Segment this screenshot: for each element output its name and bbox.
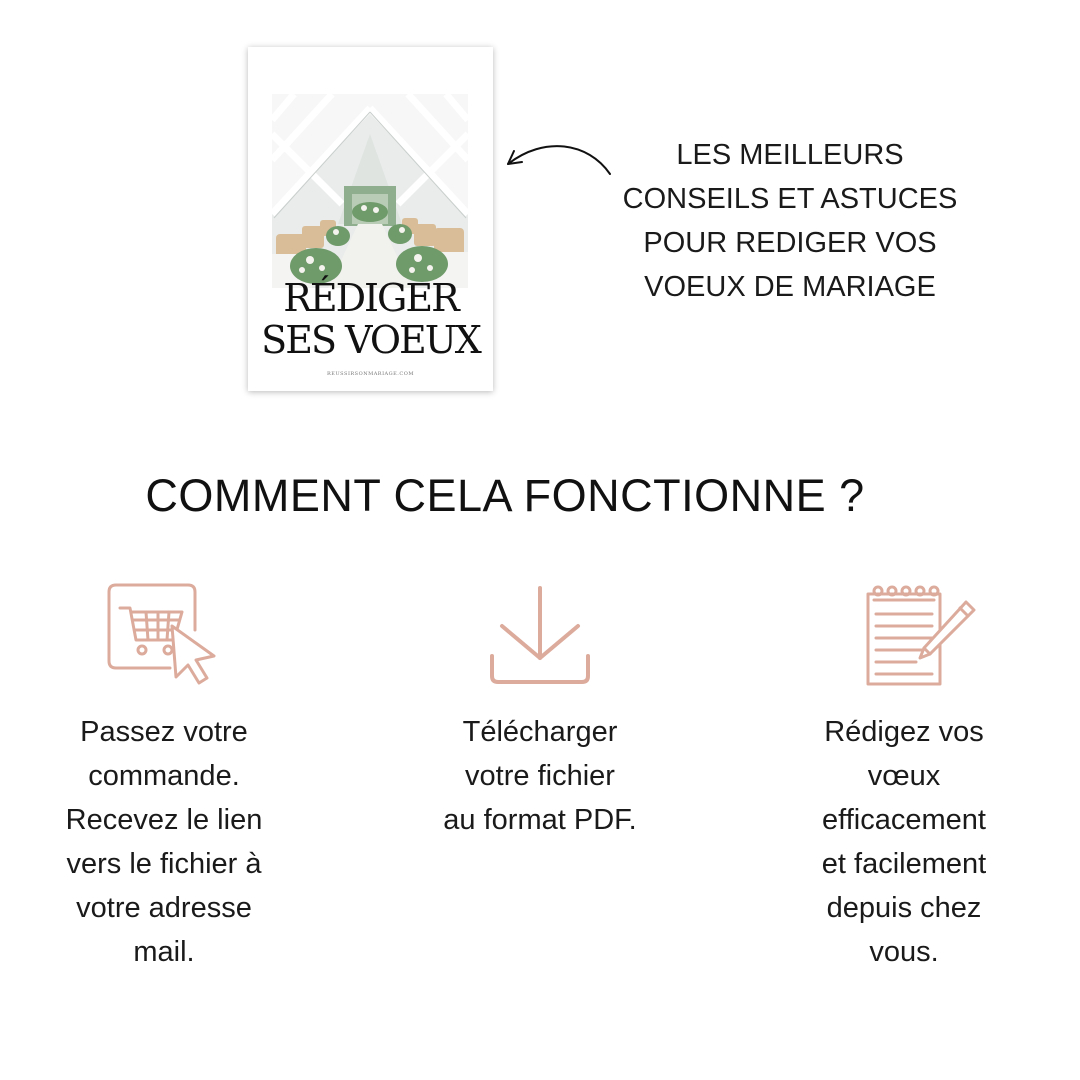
cover-footer: REUSSIRSONMARIAGE.COM [327,371,414,377]
tagline-line: VOEUX DE MARIAGE [644,271,936,303]
ebook-cover [248,47,493,391]
tagline-line: CONSEILS ET ASTUCES [622,183,958,215]
step-1-line: vers le fichier à [66,848,262,880]
step-1-line: Passez votre [80,716,248,748]
download-icon [488,584,592,686]
step-3-line: depuis chez [826,892,982,924]
step-1-line: mail. [133,936,195,968]
cover-title-line2: SES VOEUX [261,318,480,362]
cover-photo [272,94,468,288]
step-3-text [764,710,1044,974]
step-1-line: Recevez le lien [65,804,263,836]
tagline [600,133,980,309]
step-1-line: votre adresse [76,892,252,924]
tagline-line: LES MEILLEURS [676,139,904,171]
step-2-line: au format PDF. [443,804,637,836]
step-2-line: votre fichier [465,760,615,792]
shopping-cart-click-icon [106,582,218,688]
section-title: COMMENT CELA FONCTIONNE ? [145,470,865,521]
step-3-line: efficacement [822,804,986,836]
curved-arrow-icon [500,138,614,178]
tagline-line: POUR REDIGER VOS [643,227,937,259]
step-3-line: Rédigez vos [824,716,984,748]
step-2-text [400,710,680,842]
wedding-chapel-image [272,94,468,288]
step-3-line: vœux [867,760,941,792]
step-1-text [24,710,304,974]
step-1-line: commande. [88,760,240,792]
step-3-line: et facilement [821,848,987,880]
step-3-line: vous. [869,936,939,968]
step-2-line: Télécharger [462,716,618,748]
notepad-pen-icon [864,584,980,688]
cover-title-line1: RÉDIGER [283,276,458,320]
